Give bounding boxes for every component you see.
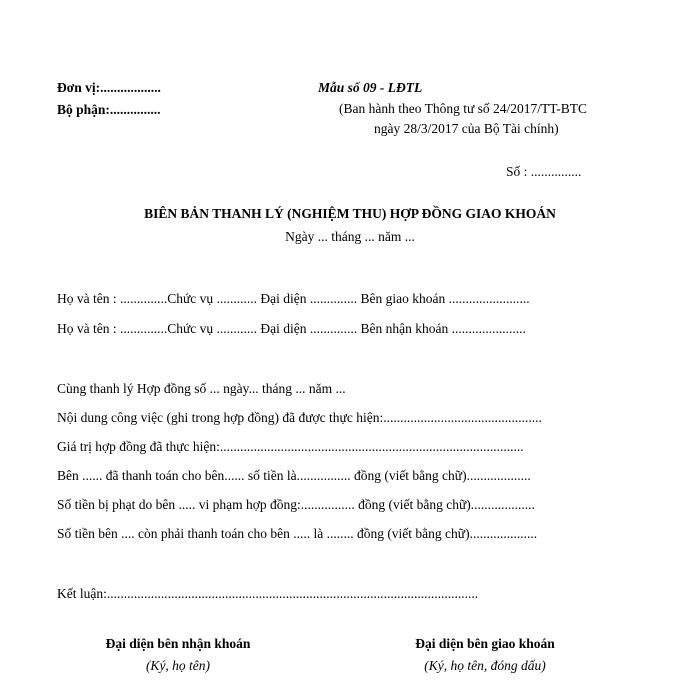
party-line-giver: Họ và tên : ..............Chức vụ ............ Đại diện .............. Bên giao khoán ........................ <box>57 291 530 306</box>
issued-line-1: (Ban hành theo Thông tư số 24/2017/TT-BTC <box>339 101 588 116</box>
issued-line-2: ngày 28/3/2017 của Bộ Tài chính) <box>374 121 559 136</box>
signature-right-title: Đại diện bên giao khoán <box>415 636 555 651</box>
body-line-paid: Bên ...... đã thanh toán cho bên...... số tiền là................ đồng (viết bằng chữ)................... <box>57 468 531 483</box>
body-line-remaining: Số tiền bên .... còn phải thanh toán cho bên ..... là ........ đồng (viết bằng chữ).................... <box>57 526 538 541</box>
document-title: BIÊN BẢN THANH LÝ (NGHIỆM THU) HỢP ĐỒNG GIAO KHOÁN <box>144 206 556 221</box>
document-date: Ngày ... tháng ... năm ... <box>285 229 415 244</box>
signature-left-title: Đại diện bên nhận khoán <box>105 636 251 651</box>
department-field: Bộ phận:............... <box>57 102 161 117</box>
form-code: Mẫu số 09 - LĐTL <box>318 80 423 95</box>
conclusion-line: Kết luận:.............................................................................................................. <box>57 586 479 601</box>
body-line-contract-value: Giá trị hợp đồng đã thực hiện:.......................................................................................... <box>57 439 524 454</box>
party-line-receiver: Họ và tên : ..............Chức vụ ............ Đại diện .............. Bên nhận khoán ...................... <box>57 321 526 336</box>
body-line-penalty: Số tiền bị phạt do bên ..... vi phạm hợp đồng:................ đồng (viết bằng chữ)................... <box>57 497 535 512</box>
body-line-contract: Cùng thanh lý Hợp đồng số ... ngày... tháng ... năm ... <box>57 381 346 396</box>
document-number: Số : ............... <box>506 164 582 179</box>
unit-field: Đơn vị:.................. <box>57 80 161 95</box>
signature-left-note: (Ký, họ tên) <box>145 658 211 673</box>
signature-right-note: (Ký, họ tên, đóng dấu) <box>424 658 546 673</box>
body-line-work-content: Nội dung công việc (ghi trong hợp đồng) đã được thực hiện:............................................... <box>57 410 542 425</box>
